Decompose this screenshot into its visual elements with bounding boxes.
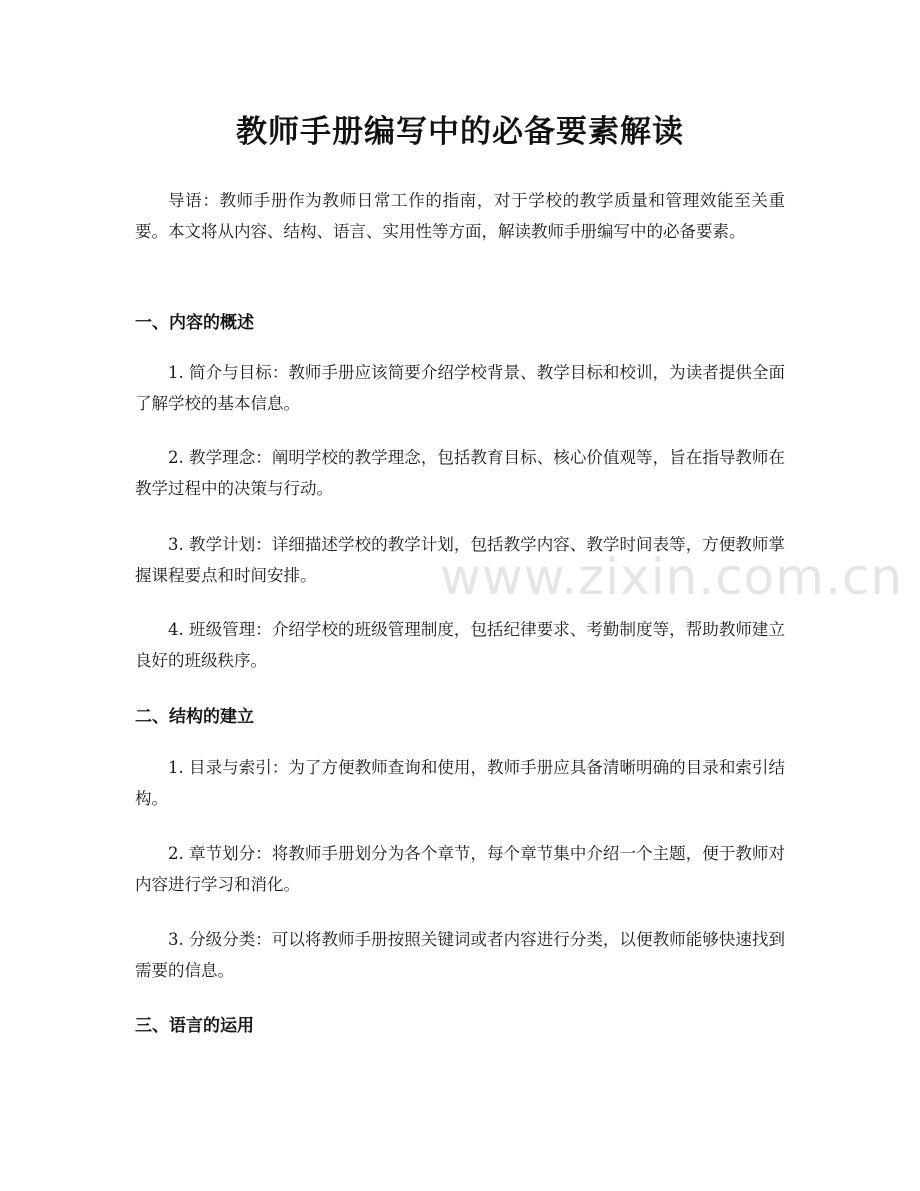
intro-paragraph: 导语：教师手册作为教师日常工作的指南，对于学校的教学质量和管理效能至关重要。本文将从内容、结构、语言、实用性等方面，解读教师手册编写中的必备要素。 <box>135 191 785 241</box>
structure-item-3: 3. 分级分类：可以将教师手册按照关键词或者内容进行分类，以便教师能够快速找到需要的信息。 <box>135 930 785 980</box>
content-item-2: 2. 教学理念：阐明学校的教学理念，包括教育目标、核心价值观等，旨在指导教师在教学过程中的决策与行动。 <box>135 448 785 498</box>
section-heading-content: 一、内容的概述 <box>135 313 254 333</box>
content-item-3: 3. 教学计划：详细描述学校的教学计划，包括教学内容、教学时间表等，方便教师掌握课程要点和时间安排。 <box>135 535 785 585</box>
watermark: www.zixin.com.cn <box>440 548 904 606</box>
section-heading-structure: 二、结构的建立 <box>135 707 254 727</box>
document-title: 教师手册编写中的必备要素解读 <box>236 114 684 150</box>
structure-item-1: 1. 目录与索引：为了方便教师查询和使用，教师手册应具备清晰明确的目录和索引结构。 <box>135 758 785 808</box>
content-item-1: 1. 简介与目标：教师手册应该简要介绍学校背景、教学目标和校训，为读者提供全面了解学校的基本信息。 <box>135 363 785 413</box>
structure-item-2: 2. 章节划分：将教师手册划分为各个章节，每个章节集中介绍一个主题，便于教师对内容进行学习和消化。 <box>135 844 785 894</box>
section-heading-language: 三、语言的运用 <box>135 1016 254 1036</box>
content-item-4: 4. 班级管理：介绍学校的班级管理制度，包括纪律要求、考勤制度等，帮助教师建立良好的班级秩序。 <box>135 620 785 670</box>
